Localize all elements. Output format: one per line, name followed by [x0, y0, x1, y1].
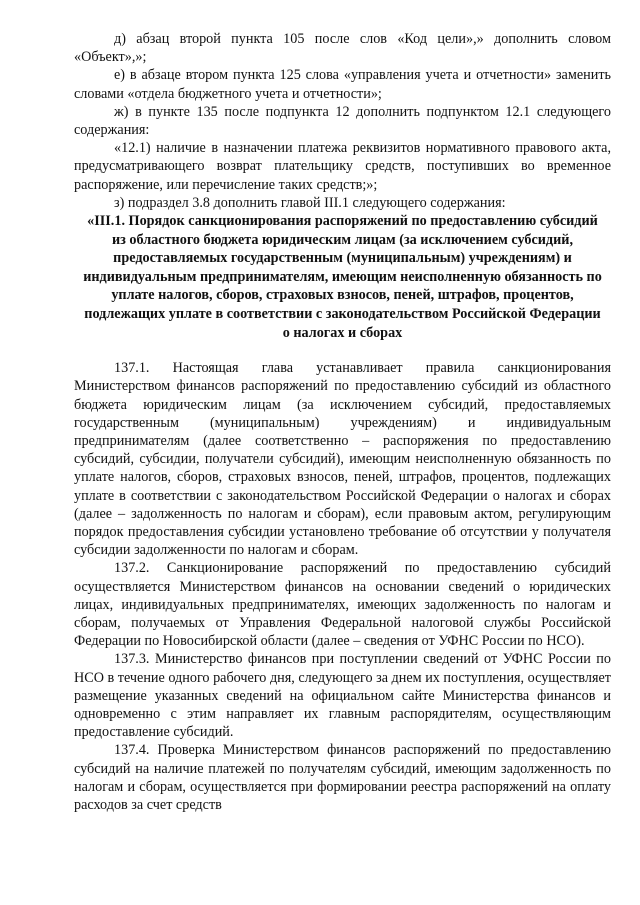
intro-paragraph-d: д) абзац второй пункта 105 после слов «Код цели»,» дополнить словом «Объект»,»;	[74, 31, 611, 66]
document-page	[74, 30, 611, 814]
chapter-heading: «III.1. Порядок санкционирования распоряжений по предоставлению субсидий из областного бюджета юридическим лицам (за исключением субсидий, предоставляемых государственным (муниципальным) учреждениям) и индивидуальным предпринимателям, имеющим неисполненную обязанность по уплате налогов, сборов, страховых взносов, пеней, штрафов, процентов, подлежащих уплате в соответствии с законодательством Российской Федерации о налогах и сборах	[83, 213, 602, 341]
paragraph-137-1: 137.1. Настоящая глава устанавливает правила санкционирования Министерством финансов распоряжений по предоставлению субсидий из областного бюджета юридическим лицам (за исключением субсидий, предоставляемых государственным (муниципальным) учреждениям) и индивидуальным предпринимателям (далее соответственно – распоряжения по предоставлению субсидий, субсидии, получатели субсидий), имеющим неисполненную обязанность по уплате налогов, сборов, страховых взносов, пеней, штрафов, процентов, подлежащих уплате в соответствии с законодательством Российской Федерации о налогах и сборах (далее – задолженность по налогам и сборам), если правовым актом, регулирующим порядок предоставления субсидии установлено требование об отсутствии у получателя субсидии задолженности по налогам и сборам.	[74, 360, 611, 559]
intro-paragraph-e: е) в абзаце втором пункта 125 слова «управления учета и отчетности» заменить словами «отдела бюджетного учета и отчетности»;	[74, 67, 611, 102]
intro-paragraph-12-1: «12.1) наличие в назначении платежа реквизитов нормативного правового акта, предусматривающего возврат плательщику средств, поступивших во временное распоряжение, или перечисление таких средств;»;	[74, 140, 611, 193]
intro-paragraph-z: з) подраздел 3.8 дополнить главой III.1 следующего содержания:	[114, 194, 506, 211]
intro-paragraph-zh: ж) в пункте 135 после подпункта 12 дополнить подпунктом 12.1 следующего содержания:	[74, 103, 611, 139]
section-gap	[74, 342, 611, 359]
paragraph-137-4: 137.4. Проверка Министерством финансов распоряжений по предоставлению субсидий на наличие платежей по получателям субсидий, имеющим задолженность по налогам и сборам, осуществляется при формировании реестра распоряжений на оплату расходов за счет средств	[74, 742, 611, 814]
paragraph-137-2: 137.2. Санкционирование распоряжений по предоставлению субсидий осуществляется Министерством финансов на основании сведений о юридических лицах, индивидуальных предпринимателях, имеющих задолженность по налогам и сборам, получаемых от Управления Федеральной налоговой службы Российской Федерации по Новосибирской области (далее – сведения от УФНС России по НСО).	[74, 560, 611, 650]
paragraph-137-3: 137.3. Министерство финансов при поступлении сведений от УФНС России по НСО в течение одного рабочего дня, следующего за днем их поступления, осуществляет размещение указанных сведений на официальном сайте Министерства финансов и одновременно с этим направляет их главным распорядителям, осуществляющим предоставление субсидий.	[74, 651, 611, 741]
